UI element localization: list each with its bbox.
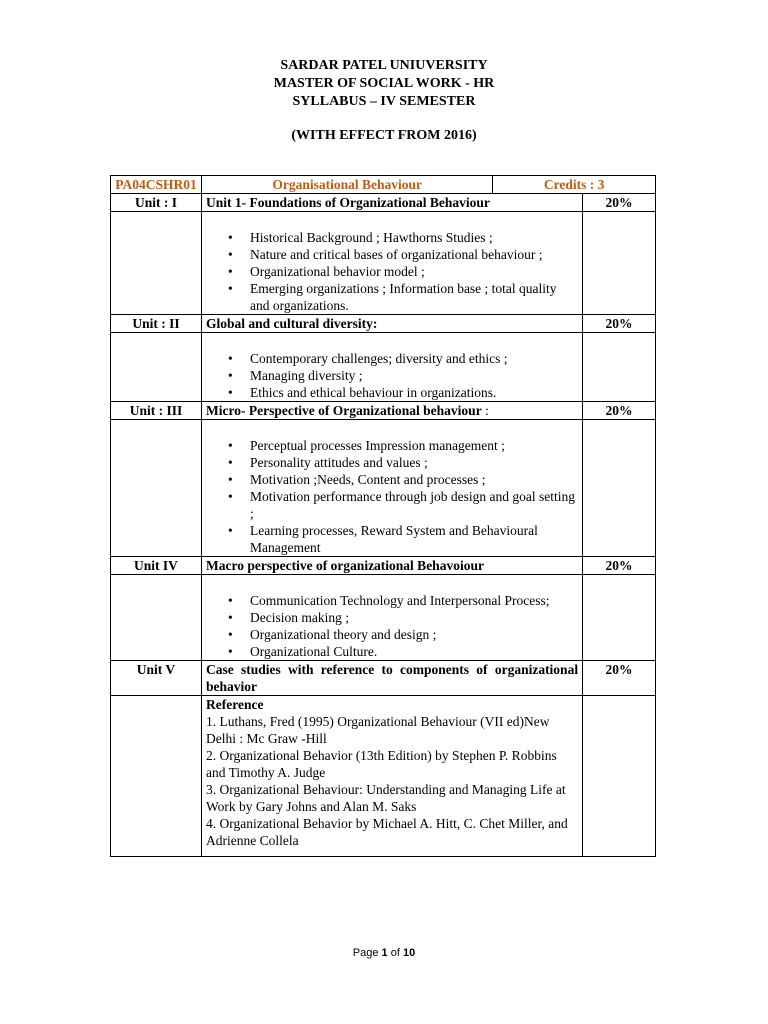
- topic-item: • Emerging organizations ; Information base ; total quality and organizations.: [250, 280, 578, 314]
- unit-label: Unit V: [111, 661, 202, 696]
- unit-title: Case studies with reference to components of organizational behavior: [201, 661, 582, 696]
- unit-content: [201, 575, 582, 661]
- unit-title: Unit 1- Foundations of Organizational Behaviour: [201, 194, 582, 212]
- university-name: SARDAR PATEL UNIUVERSITY: [280, 58, 488, 73]
- program-name: MASTER OF SOCIAL WORK - HR: [273, 76, 495, 91]
- unit-label: Unit : II: [111, 315, 202, 333]
- unit-label: Unit : III: [111, 402, 202, 420]
- topic-list: [206, 437, 578, 556]
- topic-list: [206, 350, 578, 401]
- unit-row: [111, 402, 656, 420]
- semester-title: SYLLABUS – IV SEMESTER: [292, 94, 476, 109]
- unit-title-suffix: :: [481, 403, 489, 418]
- topic-item: • Organizational theory and design ;: [250, 626, 578, 643]
- topic-item: • Historical Background ; Hawthorns Studies ;: [250, 229, 578, 246]
- topic-item: • Personality attitudes and values ;: [250, 454, 578, 471]
- topic-item: • Managing diversity ;: [250, 367, 578, 384]
- unit-weight: 20%: [583, 661, 656, 696]
- topic-item: • Organizational behavior model ;: [250, 263, 578, 280]
- topic-item: • Motivation ;Needs, Content and processes ;: [250, 471, 578, 488]
- topic-item: • Decision making ;: [250, 609, 578, 626]
- unit-content-row: [111, 575, 656, 661]
- unit-weight: 20%: [583, 194, 656, 212]
- unit-row: [111, 315, 656, 333]
- topic-item: • Contemporary challenges; diversity and ethics ;: [250, 350, 578, 367]
- unit-label: Unit IV: [111, 557, 202, 575]
- course-credits: Credits : 3: [493, 176, 656, 194]
- unit-title: Micro- Perspective of Organizational behaviour: [205, 403, 482, 418]
- unit-weight: 20%: [583, 402, 656, 420]
- unit-content: [201, 420, 582, 557]
- unit-row: [111, 661, 656, 696]
- course-name: Organisational Behaviour: [201, 176, 492, 194]
- topic-list: [206, 229, 578, 314]
- unit-content: [201, 212, 582, 315]
- unit-title-cell: [201, 402, 582, 420]
- page-number: Page 1 of 10: [352, 947, 416, 959]
- topic-item: • Motivation performance through job design and goal setting ;: [250, 488, 578, 522]
- document-header: [0, 57, 768, 111]
- effective-year: (WITH EFFECT FROM 2016): [291, 128, 477, 143]
- reference-item: 2. Organizational Behavior (13th Edition) by Stephen P. Robbins and Timothy A. Judge: [205, 748, 557, 780]
- unit-weight: 20%: [583, 315, 656, 333]
- unit-title: Global and cultural diversity:: [201, 315, 582, 333]
- syllabus-table: [110, 175, 656, 857]
- topic-item: • Organizational Culture.: [250, 643, 578, 660]
- reference-item: 1. Luthans, Fred (1995) Organizational Behaviour (VII ed)New Delhi : Mc Graw -Hill: [205, 714, 550, 746]
- reference-item: 4. Organizational Behavior by Michael A. Hitt, C. Chet Miller, and Adrienne Collela: [205, 816, 568, 848]
- unit-content: [201, 333, 582, 402]
- topic-item: • Learning processes, Reward System and Behavioural Management: [250, 522, 578, 556]
- unit-label: Unit : I: [111, 194, 202, 212]
- reference-title: Reference: [205, 697, 264, 712]
- unit-row: [111, 557, 656, 575]
- reference-list: [201, 696, 582, 857]
- reference-row: [111, 696, 656, 857]
- unit-title: Macro perspective of organizational Behavoiour: [201, 557, 582, 575]
- unit-row: [111, 194, 656, 212]
- unit-content-row: [111, 212, 656, 315]
- topic-list: [206, 592, 578, 660]
- topic-item: • Ethics and ethical behaviour in organizations.: [250, 384, 578, 401]
- unit-content-row: [111, 420, 656, 557]
- topic-item: • Nature and critical bases of organizational behaviour ;: [250, 246, 578, 263]
- reference-item: 3. Organizational Behaviour: Understanding and Managing Life at Work by Gary Johns and Alan M. Saks: [205, 782, 566, 814]
- topic-item: • Communication Technology and Interpersonal Process;: [250, 592, 578, 609]
- total-pages: 10: [402, 947, 416, 959]
- current-page: 1: [381, 947, 388, 959]
- topic-item: • Perceptual processes Impression management ;: [250, 437, 578, 454]
- unit-weight: 20%: [583, 557, 656, 575]
- course-header-row: [111, 176, 656, 194]
- course-code: PA04CSHR01: [111, 176, 202, 194]
- unit-content-row: [111, 333, 656, 402]
